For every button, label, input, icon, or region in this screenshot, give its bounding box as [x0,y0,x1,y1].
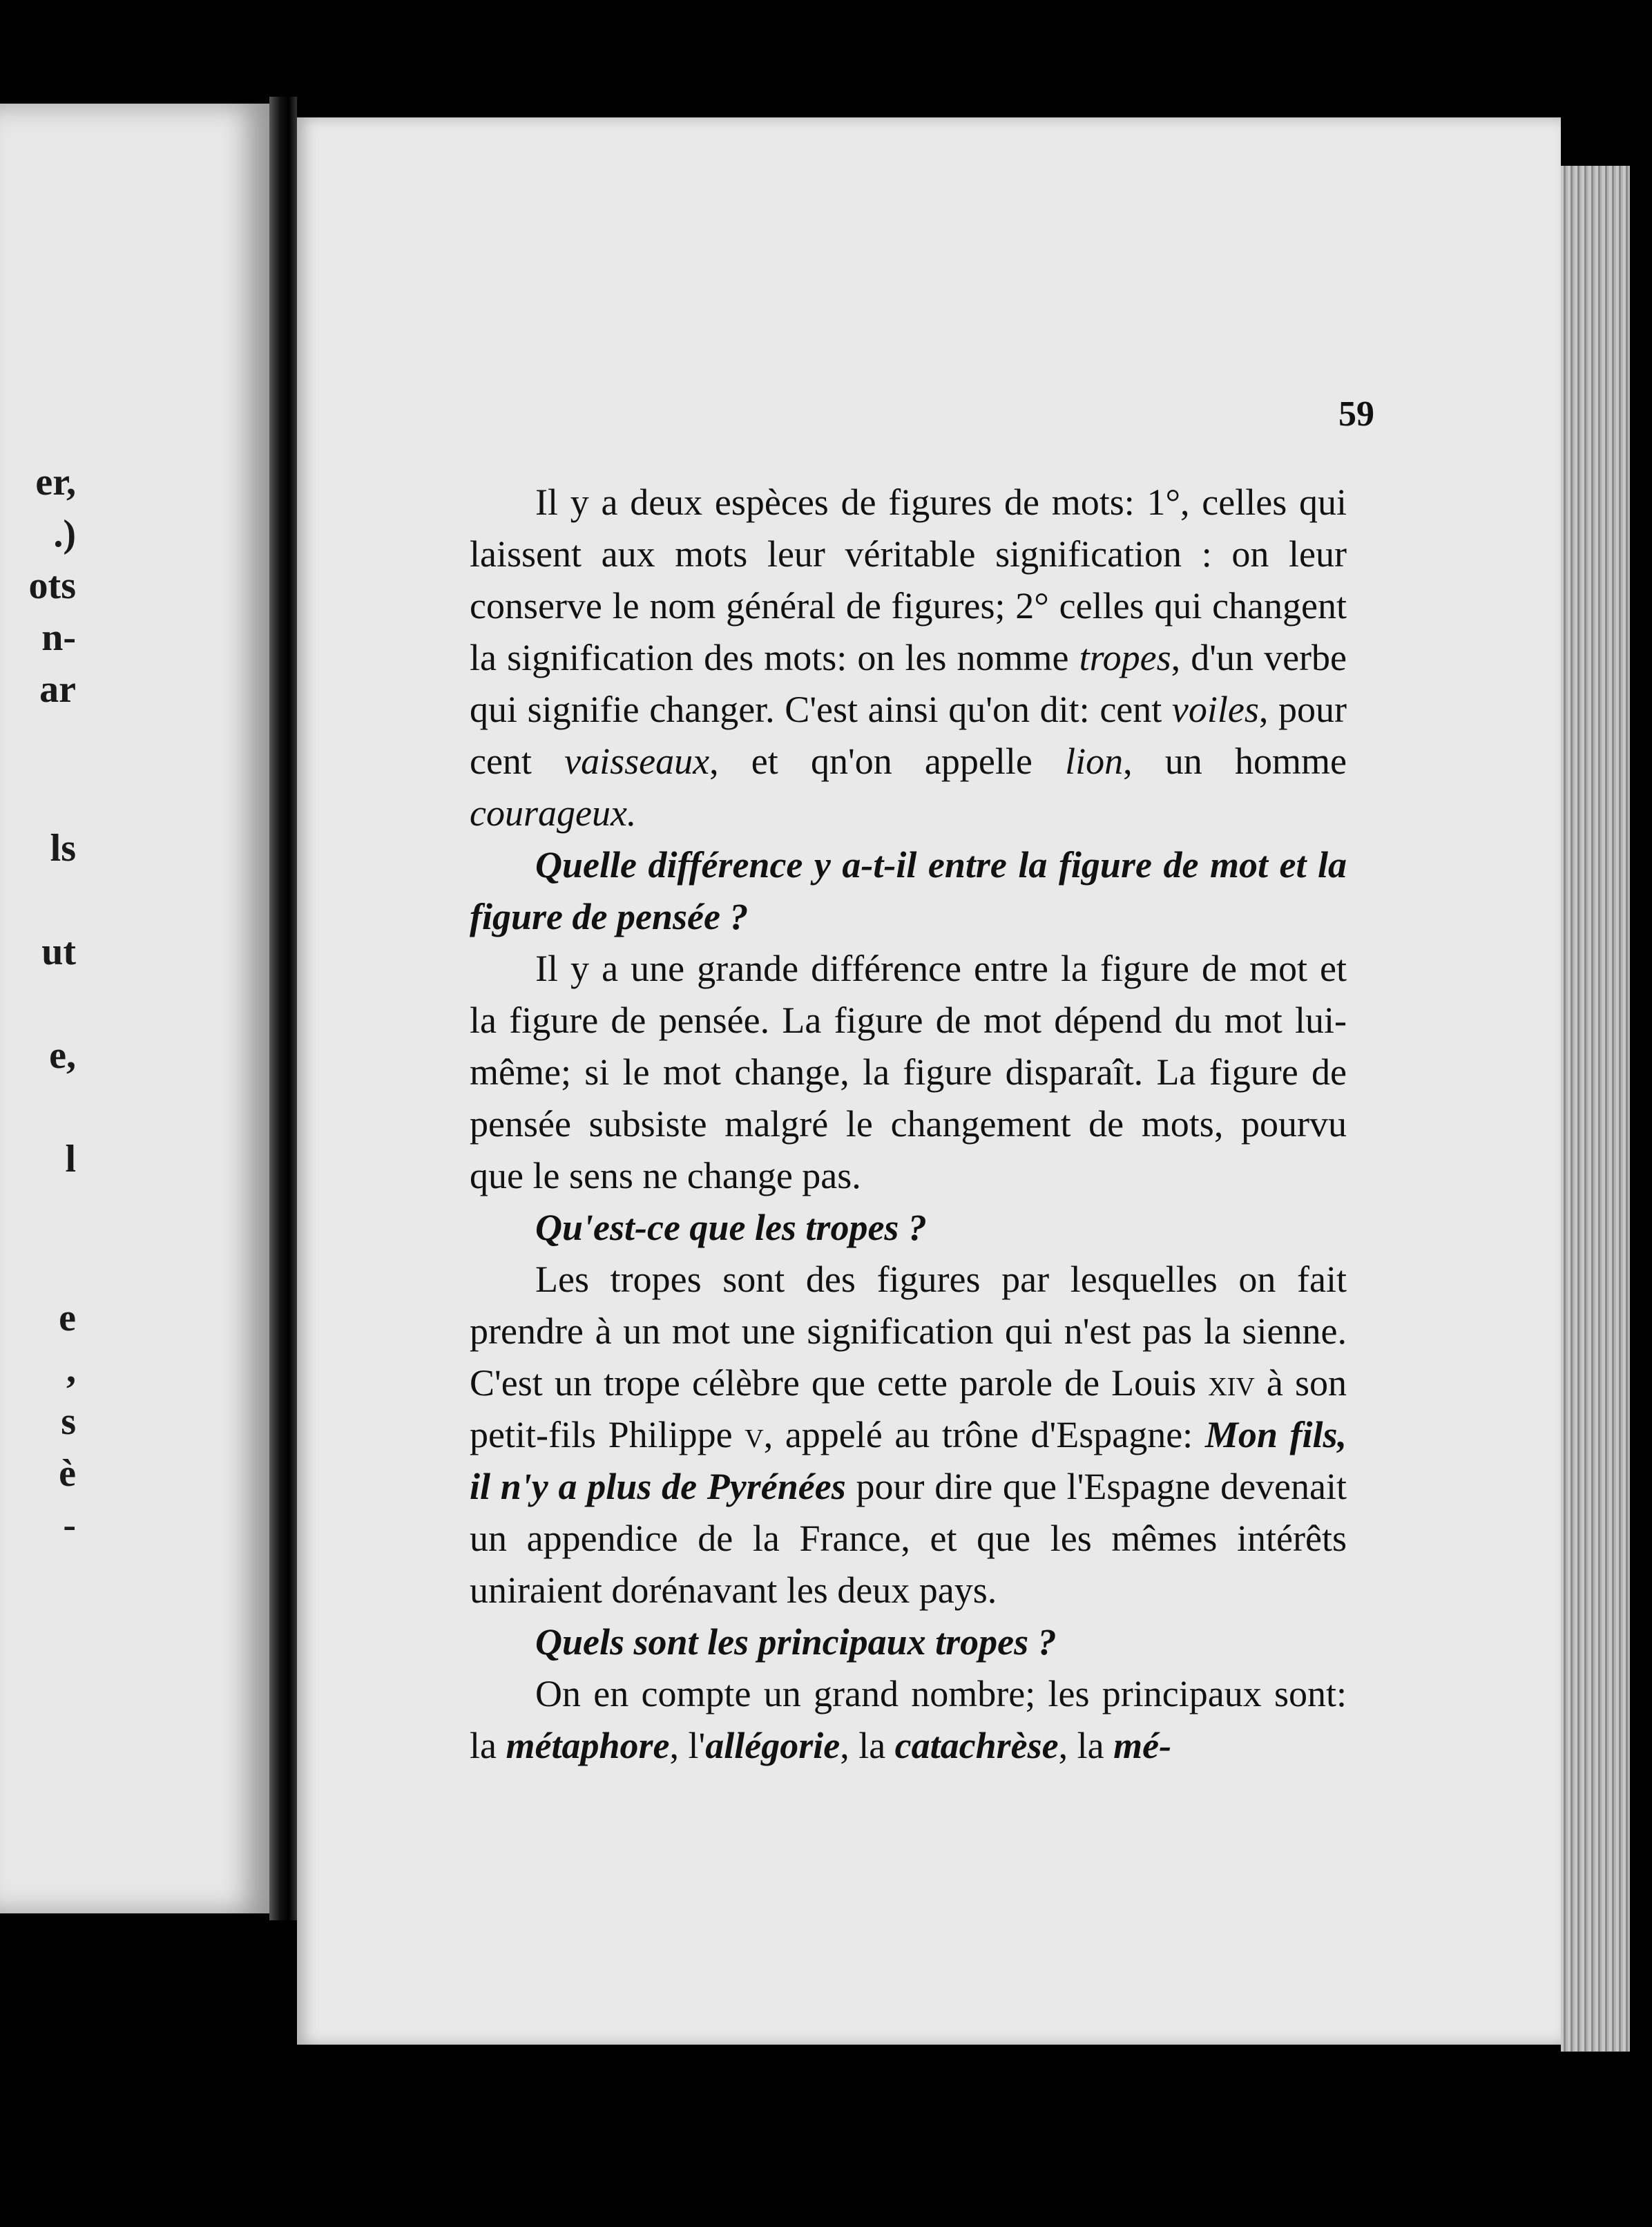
left-fragment: ut [41,930,76,973]
text-run: , pour cent [470,689,1347,782]
paragraph [470,1668,1347,1772]
page-number: 59 [1338,394,1374,434]
italic-quote: Mon fils, il n'y a plus de Pyrénées [470,1414,1347,1507]
italic-term: voiles [1171,689,1259,730]
text-run: , d'un verbe qui signifie changer. C'est ainsi qu'on dit: cent [470,637,1347,730]
italic-term: mé- [1113,1725,1172,1766]
question-heading: Quelle différence y a-t-il entre la figure de mot et la figure de pensée ? [470,844,1347,937]
italic-term: allégorie [705,1725,841,1766]
left-fragment: l [65,1138,76,1181]
left-fragment: n- [41,616,76,659]
paragraph: Il y a une grande différence entre la figure de mot et la figure de pensée. La figure de mot dépend du mot lui-même; si le mot change, la figure disparaît. La figure de pensée subsiste malgré le changement de mots, pourvu que le sens ne change pas. [470,948,1347,1196]
book-spine-gutter [269,97,297,1920]
question-heading: Quels sont les principaux tropes ? [535,1621,1057,1663]
text-run: , et qn'on appelle [709,740,1066,782]
italic-term: lion [1065,740,1124,782]
page-edges [1561,166,1630,2052]
paragraph [470,477,1347,839]
left-fragment: ls [50,827,76,870]
left-fragment: è [59,1452,76,1495]
left-fragment: ots [28,564,76,607]
left-page [0,104,269,1913]
text-run: , la [840,1725,895,1766]
left-fragment: - [63,1504,76,1547]
text-run: Il y a deux espèces de figures de mots: 1°, celles qui laissent aux mots leur véritable signification : on leur conserve le nom général de figures; 2° celles qui changent la signification des mots: on les nomme [470,481,1347,678]
italic-term: vaisseaux [564,740,710,782]
left-fragment: e, [49,1034,76,1077]
italic-term: tropes [1079,637,1171,678]
left-fragment: ar [39,668,76,711]
text-run: On en compte un grand nombre; les principaux sont: la [470,1673,1347,1766]
paragraph [470,1254,1347,1616]
text-run: , l' [669,1725,706,1766]
text-run: à son petit-fils Philippe [470,1362,1347,1455]
text-run: pour dire que l'Espagne devenait un appendice de la France, et que les mêmes intérêts uniraient dorénavant les deux pays. [470,1466,1347,1611]
left-fragment: s [61,1400,76,1443]
left-fragment: e [59,1297,76,1339]
italic-term: métaphore [506,1725,670,1766]
text-run: , la [1058,1725,1114,1766]
text-run: , appelé au trône d'Espagne: [763,1414,1205,1455]
roman-numeral: v [745,1414,764,1455]
left-fragment: er, [35,461,76,504]
text-run: , un homme [1123,740,1347,782]
page-body [470,477,1347,1772]
left-fragment: .) [53,513,76,555]
roman-numeral: xiv [1208,1362,1255,1404]
italic-term: courageux. [470,792,637,834]
text-run: Les tropes sont des figures par lesquelles on fait prendre à un mot une signification qui n'est pas la sienne. C'est un trope célèbre que cette parole de Louis [470,1259,1347,1404]
italic-term: catachrèse [894,1725,1059,1766]
left-fragment: , [66,1348,76,1391]
question-heading: Qu'est-ce que les tropes ? [535,1207,927,1248]
